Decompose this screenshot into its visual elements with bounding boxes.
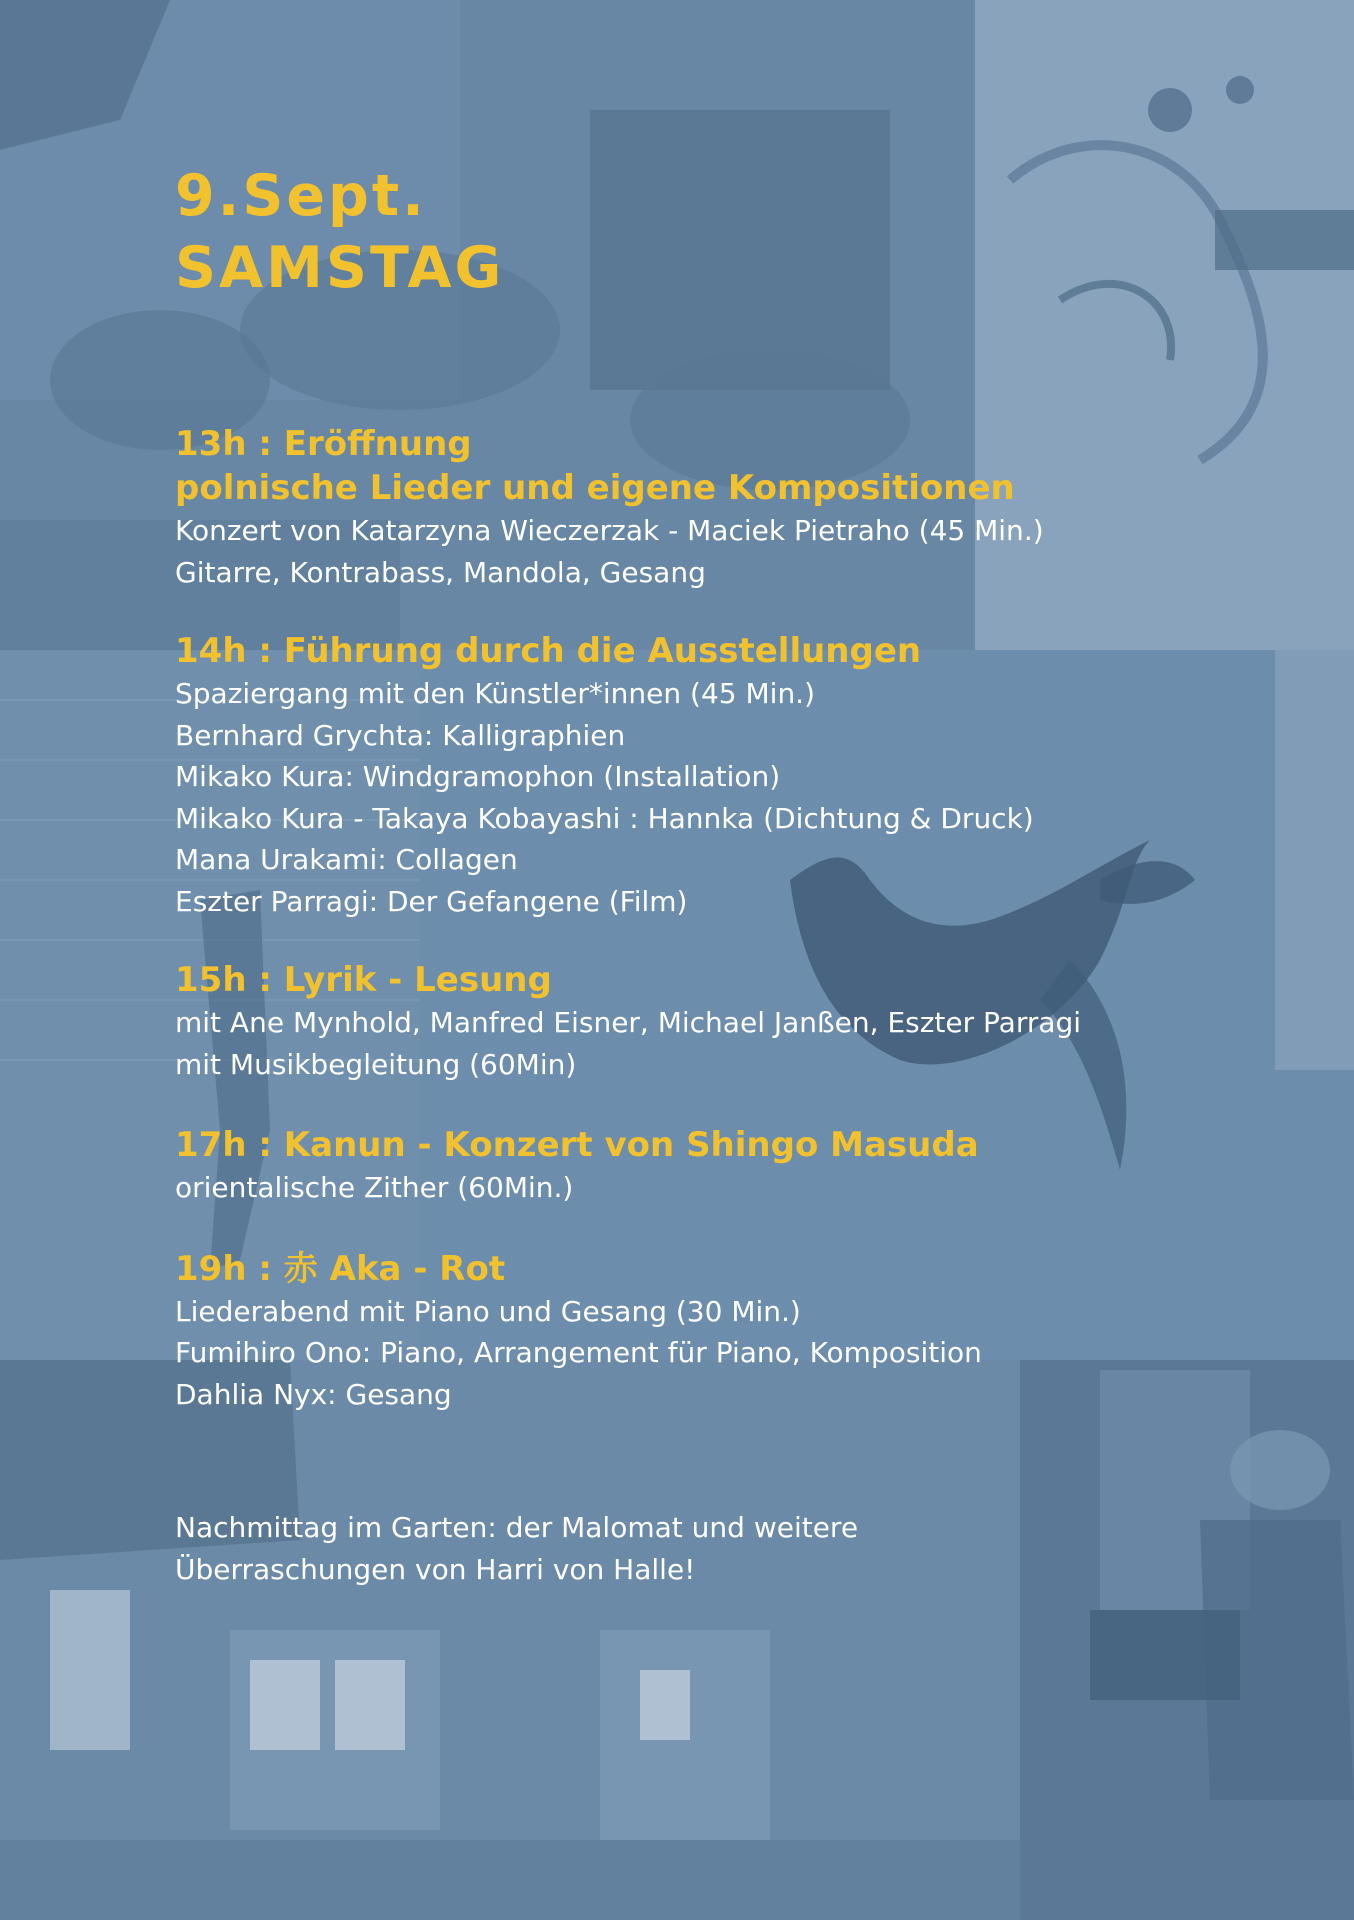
program-item-detail: Mikako Kura - Takaya Kobayashi : Hannka (Dichtung & Druck): [175, 801, 1034, 835]
program-item-detail: Eszter Parragi: Der Gefangene (Film): [175, 884, 688, 918]
program-item-tour: [175, 629, 1295, 922]
program-item-detail: Mikako Kura: Windgramophon (Installation): [175, 760, 781, 793]
program-item-detail: Mana Urakami: Collagen: [175, 843, 518, 876]
program-item-title: 19h : 赤 Aka - Rot: [175, 1248, 506, 1289]
program-item-detail: Gitarre, Kontrabass, Mandola, Gesang: [175, 555, 706, 589]
program-item-detail: Konzert von Katarzyna Wieczerzak - Maciek Pietraho (45 Min.): [175, 514, 1044, 547]
program-item-detail: Dahlia Nyx: Gesang: [175, 1377, 452, 1411]
event-weekday: SAMSTAG: [175, 235, 505, 301]
garden-note-line: Überraschungen von Harri von Halle!: [175, 1552, 696, 1586]
program-item-subtitle: polnische Lieder und eigene Kompositionen: [175, 468, 1015, 508]
program-item-detail: mit Musikbegleitung (60Min): [175, 1047, 577, 1081]
program-item-title: 15h : Lyrik - Lesung: [175, 960, 552, 1000]
program-item-opening: [175, 422, 1295, 593]
garden-note-line: Nachmittag im Garten: der Malomat und weitere: [175, 1511, 859, 1544]
program-item-reading: [175, 958, 1295, 1085]
program-content: [175, 160, 1295, 1590]
program-item-kanun-concert: [175, 1123, 1295, 1209]
program-item-title: 13h : Eröffnung: [175, 424, 472, 464]
garden-note: [175, 1507, 1295, 1590]
program-item-detail: orientalische Zither (60Min.): [175, 1171, 574, 1204]
program-item-detail: Fumihiro Ono: Piano, Arrangement für Piano, Komposition: [175, 1336, 982, 1369]
event-date: 9.Sept.: [175, 163, 427, 229]
program-item-song-evening: [175, 1247, 1295, 1416]
program-item-detail: Liederabend mit Piano und Gesang (30 Min.): [175, 1294, 801, 1328]
program-item-title: 17h : Kanun - Konzert von Shingo Masuda: [175, 1125, 979, 1165]
program-item-detail: Spaziergang mit den Künstler*innen (45 Min.): [175, 677, 816, 710]
program-item-title: 14h : Führung durch die Ausstellungen: [175, 631, 922, 671]
program-item-detail: mit Ane Mynhold, Manfred Eisner, Michael Janßen, Eszter Parragi: [175, 1006, 1082, 1039]
program-item-detail: Bernhard Grychta: Kalligraphien: [175, 718, 626, 752]
